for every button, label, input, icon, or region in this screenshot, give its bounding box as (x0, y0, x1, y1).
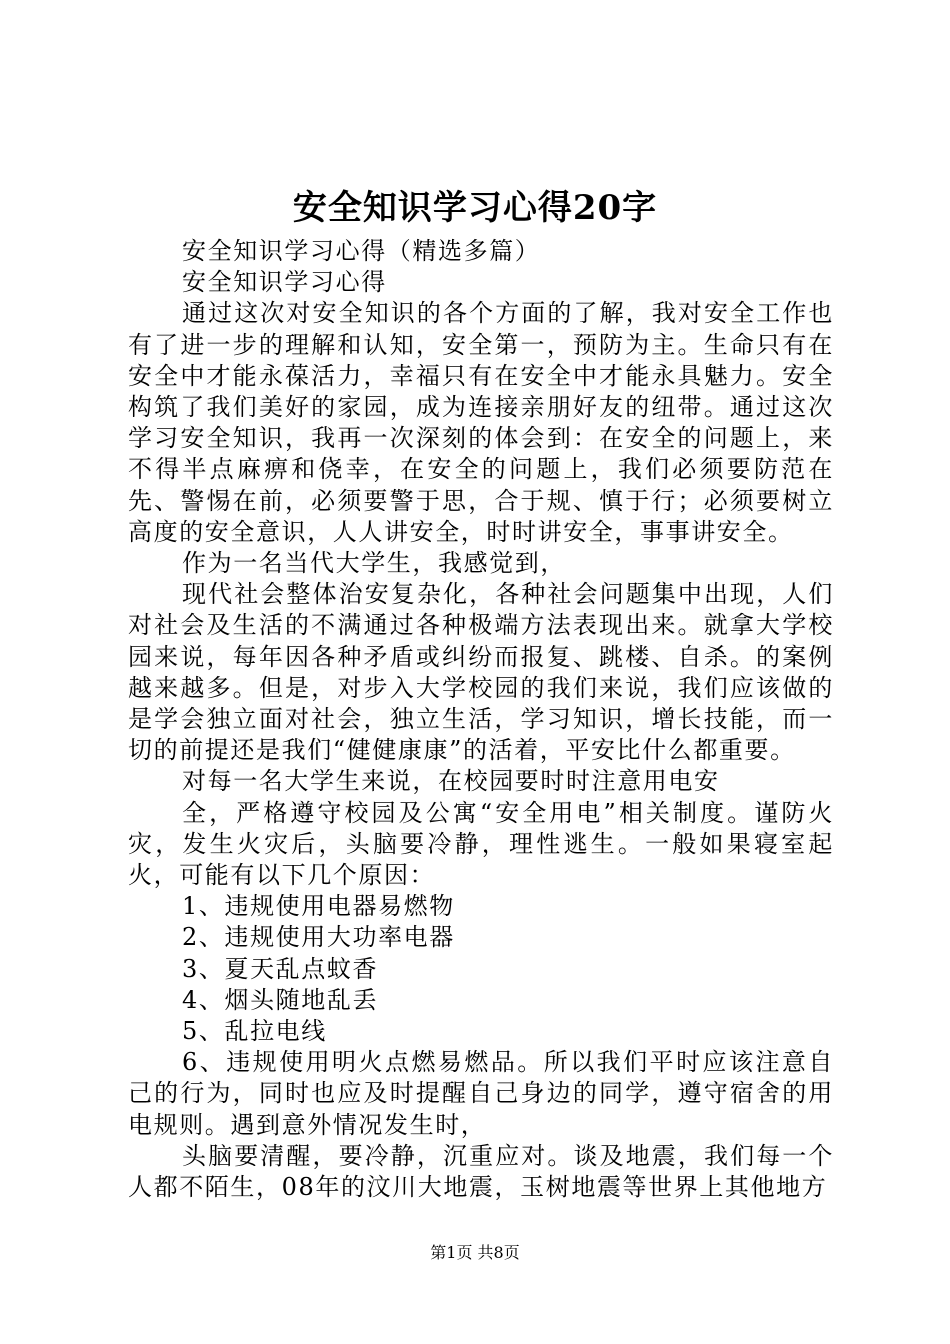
body-paragraph: 全，严格遵守校园及公寓“安全用电”相关制度。谨防火灾，发生火灾后，头脑要冷静，理性逃生。一般如果寝室起火，可能有以下几个原因： (128, 798, 834, 890)
body-paragraph: 头脑要清醒，要冷静，沉重应对。谈及地震，我们每一个人都不陌生，08年的汶川大地震，玉树地震等世界上其他地方 (128, 1141, 834, 1202)
subtitle-paragraph: 安全知识学习心得（精选多篇） (182, 237, 541, 265)
document-title: 安全知识学习心得20字 (292, 188, 658, 228)
body-paragraph: 对每一名大学生来说，在校园要时时注意用电安 (182, 767, 720, 796)
body-paragraph: 作为一名当代大学生，我感觉到， (182, 549, 566, 578)
list-item: 1、违规使用电器易燃物 (182, 892, 455, 921)
section-heading-paragraph: 安全知识学习心得 (182, 268, 387, 297)
page-footer: 第1页 共8页 (430, 1243, 520, 1262)
list-item: 3、夏天乱点蚊香 (182, 954, 379, 983)
list-item: 2、违规使用大功率电器 (182, 923, 455, 952)
list-item: 5、乱拉电线 (182, 1017, 327, 1046)
list-item: 4、烟头随地乱丢 (182, 985, 379, 1014)
body-paragraph: 通过这次对安全知识的各个方面的了解，我对安全工作也有了进一步的理解和认知，安全第一，预防为主。生命只有在安全中才能永葆活力，幸福只有在安全中才能永具魅力。安全构筑了我们美好的家园，成为连接亲朋好友的纽带。通过这次学习安全知识，我再一次深刻的体会到：在安全的问题上，来不得半点麻痹和侥幸，在安全的问题上，我们必须要防范在先、警惕在前，必须要警于思，合于规、慎于行；必须要树立高度的安全意识，人人讲安全，时时讲安全，事事讲安全。 (128, 299, 834, 546)
body-paragraph: 现代社会整体治安复杂化，各种社会问题集中出现，人们对社会及生活的不满通过各种极端方法表现出来。就拿大学校园来说，每年因各种矛盾或纠纷而报复、跳楼、自杀。的案例越来越多。但是，对步入大学校园的我们来说，我们应该做的是学会独立面对社会，独立生活，学习知识，增长技能，而一切的前提还是我们“健健康康”的活着，平安比什么都重要。 (128, 580, 834, 765)
body-paragraph: 6、违规使用明火点燃易燃品。所以我们平时应该注意自己的行为，同时也应及时提醒自己身边的同学，遵守宿舍的用电规则。遇到意外情况发生时， (128, 1048, 834, 1139)
document-body (128, 236, 834, 1203)
